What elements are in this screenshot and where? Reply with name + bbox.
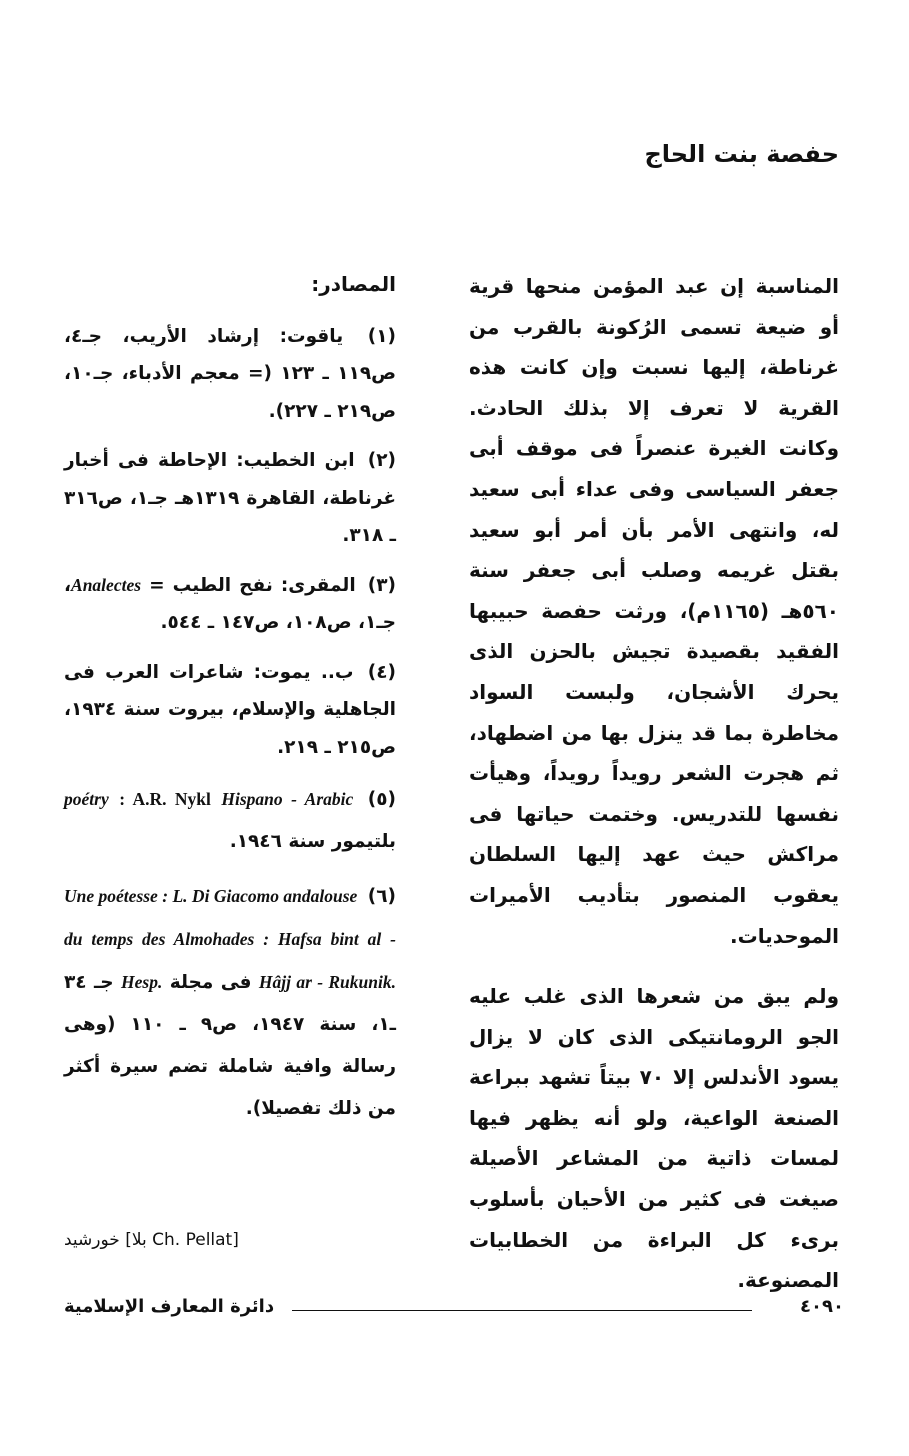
reference-text: بلتيمور سنة ١٩٤٦. (229, 831, 396, 852)
sources-column (64, 266, 396, 1142)
reference-latin-title: Une poétesse : L. Di Giacomo andalouse du temps des Almohades : Hafsa bint al - Hâjj ar - Rukunik. (64, 886, 396, 992)
reference-latin-word: poétry (64, 789, 109, 809)
sources-title: المصادر: (311, 272, 396, 296)
article-paragraph-2: ولم يبق من شعرها الذى غلب عليه الجو الرومانتيكى الذى كان لا يزال يسود الأندلس إلا ٧٠ بيتاً تشهد ببراعة الصنعة الواعية، ولو أنه يظهر فيها لمسات ذاتية من المشاعر الأصيلة صيغت فى كثير من الأحيان بأسلوب برىء كل البراءة من الخطابيات المصنوعة. (469, 984, 839, 1293)
page-number: ٤٠٩٠ (800, 1296, 844, 1317)
article-column (469, 266, 839, 1301)
reference-latin-title: Hispano - Arabic (221, 789, 354, 809)
reference-2 (64, 442, 396, 555)
reference-number: (١) (367, 325, 396, 347)
reference-number: (٥) (367, 789, 396, 810)
reference-text: ابن الخطيب: الإحاطة فى أخبار غرناطة، القاهرة ١٣١٩هـ جـ١، ص٣١٦ ـ ٣١٨. (64, 450, 396, 546)
reference-text: ، جـ١، ص١٠٨، ص١٤٧ ـ ٥٤٤. (64, 574, 396, 633)
reference-number: (٢) (367, 450, 396, 471)
reference-number: (٣) (367, 574, 397, 596)
footer-divider (292, 1310, 752, 1311)
reference-text: ب.. يموت: شاعرات العرب فى الجاهلية والإسلام، بيروت سنة ١٩٣٤، ص٢١٥ ـ ٢١٩. (64, 661, 396, 758)
page-header-title: حفصة بنت الحاج (644, 140, 839, 168)
reference-text: ياقوت: إرشاد الأريب، جـ٤، ص١١٩ ـ ١٢٣ (= معجم الأدباء، جـ١٠، ص٢١٩ ـ ٢٢٧). (64, 325, 396, 422)
article-paragraph-1: المناسبة إن عبد المؤمن منحها قرية أو ضيعة تسمى الرُكونة بالقرب من غرناطة، إليها نسبت وإن كانت هذه القرية لا تعرف إلا بذلك الحادث. وكانت الغيرة عنصراً فى موقف أبى جعفر السياسى وفى عداء أبى سعيد له، وانتهى الأمر بأن أمر أبو سعيد بقتل غريمه وصلب أبى جعفر سنة ٥٦٠هـ (١١٦٥م)، ورثت حفصة حبيبها الفقيد بقصيدة تجيش بالحزن الذى يحرك الأشجان، ولبست السواد مخاطرة بما قد ينزل بها من اضطهاد، ثم هجرت الشعر رويداً رويداً، وهيأت نفسها للتدريس. وختمت حياتها فى مراكش حيث عهد إليها السلطان يعقوب المنصور بتأديب الأميرات الموحديات. (469, 274, 839, 948)
reference-text: جـ ٣٤ ـ١، سنة ١٩٤٧، ص٩ ـ ١١٠ (وهى رسالة وافية شاملة تضم سيرة أكثر من ذلك تفصيلا). (64, 972, 396, 1119)
reference-latin-title: Analectes (71, 574, 142, 595)
reference-4 (64, 654, 396, 767)
reference-5 (64, 778, 396, 863)
reference-1 (64, 318, 396, 431)
footer-encyclopedia-title: دائرة المعارف الإسلامية (64, 1296, 275, 1317)
reference-latin-author: : A.R. Nykl (119, 789, 211, 809)
reference-number: (٦) (367, 886, 396, 907)
reference-text: فى مجلة (162, 972, 259, 993)
reference-number: (٤) (367, 661, 396, 683)
reference-text: المقرى: نفح الطيب = (141, 574, 356, 596)
reference-6 (64, 875, 396, 1130)
page-footer (64, 1296, 844, 1326)
reference-3 (64, 567, 396, 642)
reference-latin-journal: Hesp. (121, 972, 163, 992)
author-signature: خورشيد [بلا Ch. Pellat] (64, 1230, 239, 1250)
